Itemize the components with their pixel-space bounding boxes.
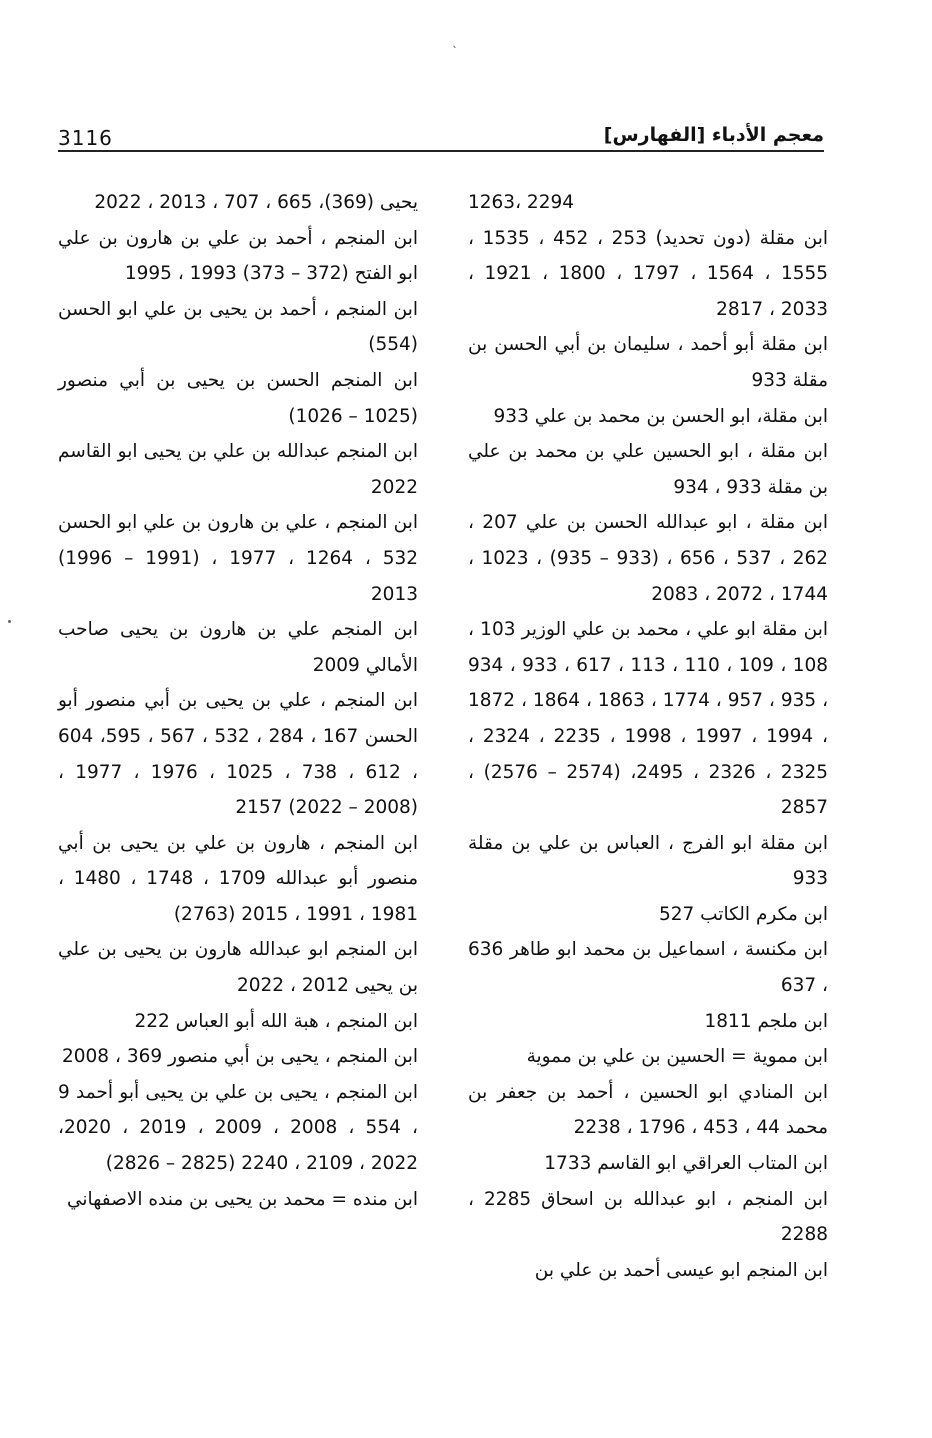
- index-entry: ابن المنجم ابو عبدالله هارون بن يحيى بن علي بن يحيى 2012 ، 2022: [58, 939, 418, 997]
- index-entry: ابن مقلة ابو الفرج ، العباس بن علي بن مقلة 933: [468, 832, 828, 890]
- page-header: [58, 118, 824, 148]
- margin-speck: [8, 620, 11, 623]
- index-entry: ابن المنجم ، علي بن يحيى بن أبي منصور أبو الحسن 167 ، 284 ، 532 ، 567 ، 595، 604 ، 612 ، 738 ، 1025 ، 1976 ، 1977 ، (2008 – 2022) 2157: [58, 690, 419, 819]
- index-entry: ابن منده = محمد بن يحيى بن منده الاصفهاني: [66, 1188, 418, 1210]
- index-entry: ابن المنجم ، أحمد بن يحيى بن علي ابو الحسن (554): [58, 298, 418, 356]
- index-entry: ابن المنجم الحسن بن يحيى بن أبي منصور (1025 – 1026): [58, 369, 418, 427]
- header-rule: [58, 150, 824, 152]
- index-entry: ابن المنجم ، ابو عبدالله بن اسحاق 2285 ، 2288: [468, 1188, 828, 1246]
- index-entry: ابن المنجم ، يحيى بن علي بن يحيى أبو أحمد 9 ، 554 ، 2008 ، 2009 ، 2019 ، 2020، 2022 ، 2109 ، 2240 (2825 – 2826): [58, 1081, 418, 1175]
- left-column: [58, 185, 418, 1217]
- index-entry: ابن مقلة ، ابو الحسين علي بن محمد بن علي بن مقلة 933 ، 934: [468, 441, 828, 498]
- page-number: 3116: [58, 126, 113, 150]
- index-entry: 1263، 2294: [468, 192, 575, 213]
- index-entry: يحيى (369)، 665 ، 707 ، 2013 ، 2022: [94, 192, 418, 213]
- index-entry: ابن ملجم 1811: [704, 1010, 828, 1032]
- running-title: معجم الأدباء [الفهارس]: [603, 124, 824, 146]
- index-entry: ابن المنجم ، علي بن هارون بن علي ابو الحسن 532 ، 1264 ، 1977 ، (1991 – 1996) 2013: [58, 512, 419, 605]
- index-entry: ابن مقلة أبو أحمد ، سليمان بن أبي الحسن بن مقلة 933: [468, 334, 828, 391]
- scan-mark: ˎ: [452, 34, 458, 48]
- index-entry: ابن مموية = الحسين بن علي بن مموية: [526, 1046, 828, 1068]
- index-entry: ابن المتاب العراقي ابو القاسم 1733: [544, 1153, 828, 1175]
- index-entry: ابن المنجم ، أحمد بن علي بن هارون بن علي ابو الفتح (372 – 373) 1993 ، 1995: [58, 227, 418, 285]
- index-entry: ابن مقلة (دون تحديد) 253 ، 452 ، 1535 ، 1555 ، 1564 ، 1797 ، 1800 ، 1921 ، 2033 ، 2817: [468, 227, 829, 320]
- index-entry: ابن مكنسة ، اسماعيل بن محمد ابو طاهر 636 ، 637: [468, 939, 828, 997]
- right-column: [468, 185, 828, 1288]
- index-entry: ابن مقلة ابو علي ، محمد بن علي الوزير 103 ، 108 ، 109 ، 110 ، 113 ، 617 ، 933 ، 934 ، 935 ، 957 ، 1774 ، 1863 ، 1864 ، 1872 ، 1994 ، 1997 ، 1998 ، 2235 ، 2324 ، 2325 ، 2326 ، 2495، (2574 – 2576) ، 2857: [468, 619, 829, 819]
- index-entry: ابن مقلة ، ابو عبدالله الحسن بن علي 207 ، 262 ، 537 ، 656 ، (933 – 935) ، 1023 ، 1744 ، 2072 ، 2083: [468, 512, 829, 605]
- index-entry: ابن المنجم علي بن هارون بن يحيى صاحب الأمالي 2009: [58, 619, 418, 676]
- index-entry: ابن المنجم ابو عيسى أحمد بن علي بن: [534, 1259, 828, 1281]
- index-entry: ابن المنجم ، هارون بن علي بن يحيى بن أبي منصور أبو عبدالله 1709 ، 1748 ، 1480 ، 1981 ، 1991 ، 2015 (2763): [58, 832, 419, 925]
- index-entry: ابن المنجم ، هبة الله أبو العباس 222: [134, 1010, 418, 1032]
- index-entry: ابن مكرم الكاتب 527: [658, 903, 828, 925]
- index-entry: ابن المنجم عبدالله بن علي بن يحيى ابو القاسم 2022: [58, 441, 418, 498]
- index-entry: ابن المنجم ، يحيى بن أبي منصور 369 ، 2008: [61, 1046, 418, 1068]
- index-entry: ابن المنادي ابو الحسين ، أحمد بن جعفر بن محمد 44 ، 453 ، 1796 ، 2238: [468, 1081, 828, 1139]
- index-entry: ابن مقلة، ابو الحسن بن محمد بن علي 933: [493, 405, 828, 427]
